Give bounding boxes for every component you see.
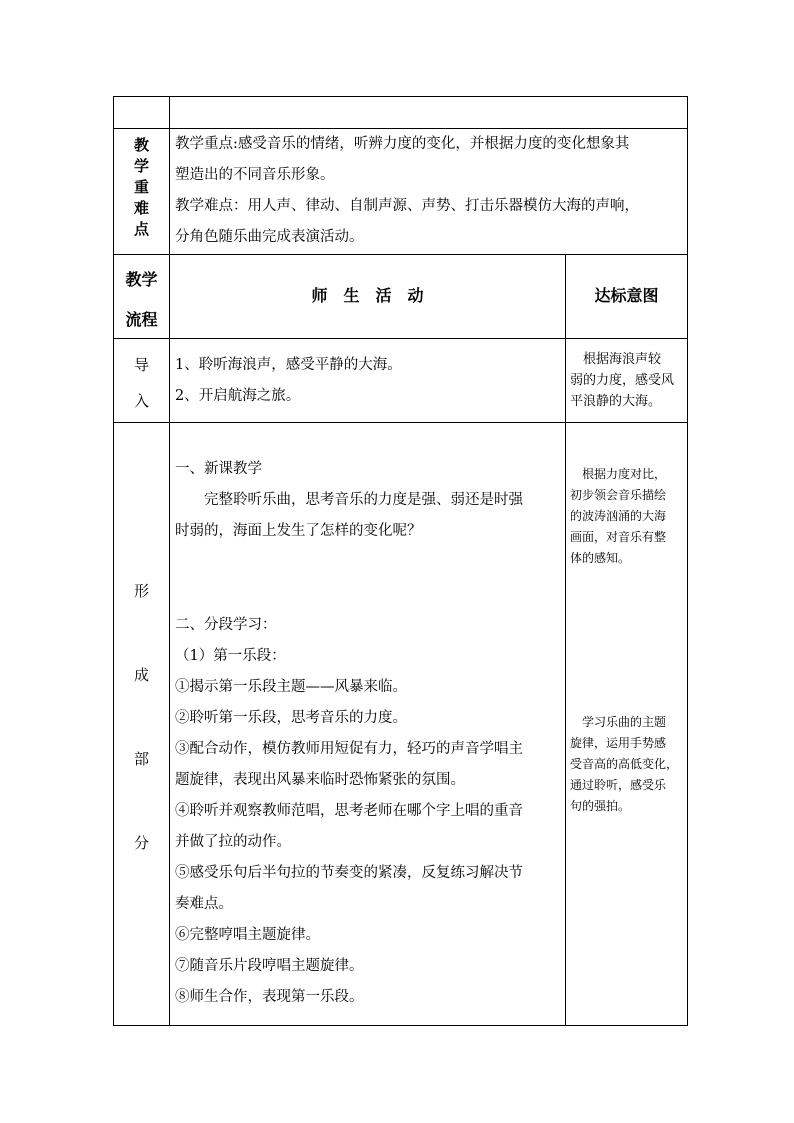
- column-divider: [565, 254, 566, 1025]
- formation-label-char: 形: [133, 582, 149, 600]
- step-line: ⑧师生合作，表现第一乐段。: [175, 989, 364, 1005]
- goal-line: 通过聆听，感受乐: [570, 778, 667, 792]
- section-text-line: 完整聆听乐曲，思考音乐的力度是强、弱还是时强: [175, 492, 523, 508]
- step-line: ②聆听第一乐段，思考音乐的力度。: [175, 710, 407, 726]
- goal-line: 画面，对音乐有整: [570, 530, 667, 544]
- flow-label: [114, 260, 169, 340]
- formation-goal-2: [570, 712, 688, 817]
- formation-label: [114, 549, 169, 885]
- goal-line: 学习乐曲的主题: [570, 715, 667, 729]
- step-line: ①揭示第一乐段主题——风暴来临。: [175, 679, 407, 695]
- formation-label-char: 部: [133, 750, 149, 768]
- goal-line: 体的感知。: [570, 551, 631, 565]
- step-line: ⑦随音乐片段哼唱主题旋律。: [175, 958, 364, 974]
- section-text-line: 时弱的，海面上发生了怎样的变化呢？: [175, 523, 422, 539]
- formation-goal-1: [570, 464, 688, 569]
- section-title: 二、分段学习：: [175, 617, 277, 633]
- goal-line: 句的强拍。: [570, 799, 631, 813]
- column-divider: [169, 97, 170, 1025]
- step-line: 题旋律，表现出风暴来临时恐怖紧张的氛围。: [175, 772, 465, 788]
- intro-label: [114, 347, 169, 419]
- goal-header: 达标意图: [594, 286, 659, 305]
- row-divider: [114, 422, 687, 423]
- formation-section1: [175, 454, 563, 547]
- flow-label-line: 流程: [125, 310, 158, 329]
- formation-label-char: 分: [133, 834, 149, 852]
- step-line: ④聆听并观察教师范唱，思考老师在哪个字上唱的重音: [175, 803, 523, 819]
- teaching-focus-line: 教学重点:感受音乐的情绪，听辨力度的变化，并根据力度的变化想象其: [175, 136, 630, 152]
- flow-label-line: 教学: [125, 270, 158, 289]
- intro-label-char: 入: [133, 392, 149, 410]
- formation-label-char: 成: [133, 666, 149, 684]
- intro-item: 2、开启航海之旅。: [175, 388, 301, 404]
- section-title: 一、新课教学: [175, 461, 262, 477]
- activity-header: 师 生 活 动: [311, 286, 424, 305]
- step-line: ⑤感受乐句后半句拉的节奏变的紧凑，反复练习解决节: [175, 865, 523, 881]
- intro-goal-line: 平浪静的大海。: [570, 394, 662, 409]
- goal-line: 旋律，运用手势感: [570, 736, 667, 750]
- step-line: ⑥完整哼唱主题旋律。: [175, 927, 320, 943]
- row-divider: [114, 338, 687, 339]
- teaching-difficulty-line: 分角色随乐曲完成表演活动。: [175, 229, 364, 245]
- step-line: 奏难点。: [175, 896, 233, 912]
- intro-goal-line: 弱的力度，感受风: [570, 373, 675, 388]
- formation-section2: [175, 610, 563, 1013]
- lesson-plan-table: [113, 96, 688, 1026]
- key-points-content: [175, 129, 687, 253]
- goal-line: 根据力度对比，: [570, 467, 667, 481]
- step-line: ③配合动作，模仿教师用短促有力，轻巧的声音学唱主: [175, 741, 523, 757]
- teaching-focus-line: 塑造出的不同音乐形象。: [175, 167, 335, 183]
- intro-goal: [570, 349, 686, 412]
- goal-line: 的波涛汹涌的大海: [570, 509, 667, 523]
- teaching-difficulty-line: 教学难点：用人声、律动、自制声源、声势、打击乐器模仿大海的声响，: [175, 198, 639, 214]
- goal-line: 受音高的高低变化，: [570, 757, 679, 771]
- intro-item: 1、聆听海浪声，感受平静的大海。: [175, 357, 402, 373]
- key-points-label: 教 学 重 难 点: [133, 136, 149, 238]
- step-line: 并做了拉的动作。: [175, 834, 291, 850]
- goal-line: 初步领会音乐描绘: [570, 488, 667, 502]
- intro-label-char: 导: [133, 356, 149, 374]
- sub-title: （1）第一乐段：: [175, 648, 286, 664]
- intro-content: [175, 350, 560, 412]
- intro-goal-line: 根据海浪声较: [570, 352, 662, 367]
